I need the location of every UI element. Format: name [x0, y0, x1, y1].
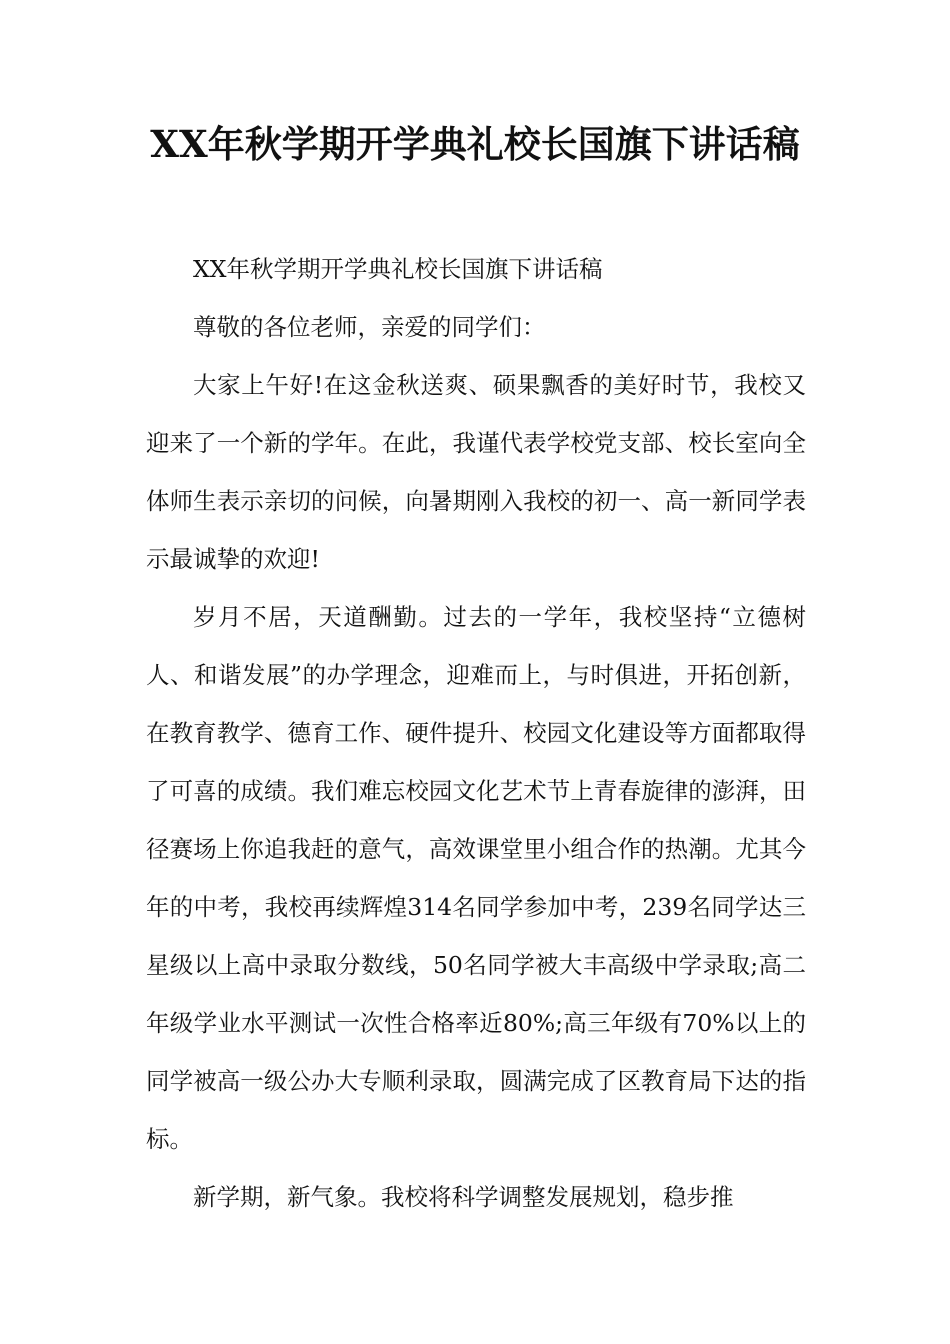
- paragraph-new-semester: 新学期，新气象。我校将科学调整发展规划，稳步推: [193, 1183, 734, 1211]
- paragraph-greeting: 大家上午好!在这金秋送爽、硕果飘香的美好时节，我校又迎来了一个新的学年。在此，我谨代表学校党支部、校长室向全体师生表示亲切的问候，向暑期刚入我校的初一、高一新同学表示最诚挚的欢迎!: [146, 371, 806, 573]
- paragraph-heading-repeat: XX年秋学期开学典礼校长国旗下讲话稿: [193, 255, 603, 283]
- document-title: XX年秋学期开学典礼校长国旗下讲话稿: [150, 122, 800, 166]
- document-body: [146, 240, 806, 1226]
- paragraph-salutation: 尊敬的各位老师，亲爱的同学们：: [193, 313, 546, 341]
- paragraph-achievements: 岁月不居，天道酬勤。过去的一学年，我校坚持“立德树人、和谐发展”的办学理念，迎难而上，与时俱进，开拓创新，在教育教学、德育工作、硬件提升、校园文化建设等方面都取得了可喜的成绩。我们难忘校园文化艺术节上青春旋律的澎湃，田径赛场上你追我赶的意气，高效课堂里小组合作的热潮。尤其今年的中考，我校再续辉煌314名同学参加中考，239名同学达三星级以上高中录取分数线，50名同学被大丰高级中学录取;高二年级学业水平测试一次性合格率近80%;高三年级有70%以上的同学被高一级公办大专顺利录取，圆满完成了区教育局下达的指标。: [146, 603, 806, 1153]
